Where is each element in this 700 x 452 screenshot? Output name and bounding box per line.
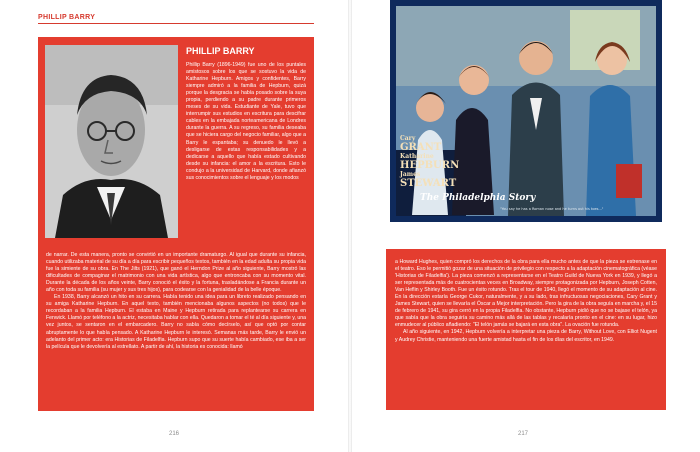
poster-credit: HEPBURN <box>400 160 460 171</box>
paragraph: Al año siguiente, en 1942, Hepburn volvería a interpretar una pieza de Barry, Without Love, con Elliot Nugent y Audrey Christie, manteniendo una fuerte amistad hasta el fin de los días del escritor, en 1949. <box>395 329 657 343</box>
poster-credit: GRANT <box>400 142 442 153</box>
poster-credit: Cary <box>400 135 416 142</box>
page-number: 217 <box>518 431 529 437</box>
film-lobby-card <box>390 0 662 222</box>
paragraph: a Howard Hughes, quien compró los derechos de la obra para ella mucho antes de que la pieza se estrenase en el teatro. Eso le permitió gozar de una situación de privilegio con respecto a la adaptación cinematográfica (véase 'Historias de Filadelfia'). La pieza comenzó a representarse en el Teatro Guild de Nueva York en 1939, y llegó a ser representada más de cuatrocientas veces en Broadway, siempre protagonizada por Hepburn, Joseph Cotten, Van Heflin y Shirley Booth. Fue un éxito rotundo. Tras el tour de 1940, llegó el momento de su adaptación al cine. En la dirección estaría George Cukor, naturalmente, y a su lado, tras infructuosas negociaciones, Cary Grant y James Stewart, quien se llevaría el Óscar a Mejor interpretación. Pero la gira de la obra seguía en marcha y, el 15 de febrero de 1941, su gira cerró en la propia Filadelfia. No obstante, Hepburn pidió que no se bajase el telón, ya que sabía que la obra seguiría su camino más allá de las tablas y recalaría pronto en el cine: en su lugar, hizo enmudecer al público añadiendo: "El telón jamás se bajará en esta obra". La ovación fue rotunda. <box>395 259 658 329</box>
biography-box <box>38 37 314 411</box>
poster-credit: STEWART <box>400 178 457 189</box>
poster-caption: "You say he has a Roman nose and he turns out his toes..." <box>500 207 604 211</box>
page-number: 216 <box>169 431 180 437</box>
left-page <box>0 0 348 452</box>
paragraph: de narrar. De esta manera, pronto se convirtió en un importante dramaturgo. Al igual que durante su infancia, cuando utilizaba material de su día a día para escribir pequeños textos, también en la edad adulta su propia vida fue la simiente de su obra. En The Jilts (1921), que ganó el Herndon Prize al año siguiente, Barry mostró las dificultades de compaginar el matrimonio con una vida artística, algo que entroncaba con su momento vital. Durante la década de los años veinte, Barry conoció el éxito y la fortuna, trasladándose a Francia durante un año con toda su familia (su mujer y sus tres hijos), para codearse con la genialidad de la belle époque. <box>46 252 306 294</box>
poster-credit: Katharine <box>400 153 434 160</box>
running-head-rule <box>38 23 314 24</box>
paragraph: En 1938, Barry alcanzó un hito en su carrera. Había tenido una idea para un libreto realizado pensando en su amiga Katharine Hepburn. En aquel texto, también mencionaba algunos aspectos (no todos) que le recordaban a la familia Hepburn. El estaba en Maine y Hepburn retirada para replantearse su carrera en Fenwick. Llamó por teléfono a la actriz, necesitaba hablar con ella. Quedaron a tomar el té al día siguiente y, una vez juntos, se sentaron en el embarcadero. Barry no sabía cómo decírselo, así que optó por contar abruptamente lo que había pensado. A Katharine Hepburn le interesó. Semanas más tarde, Barry le envió un adelanto del primer acto: era Historias de Filadelfia. Hepburn supo que su suerte había cambiado, ese iba a ser la película que le devolvería al estrellato. A partir de ahí, la historia es conocida: llamó <box>46 294 306 350</box>
portrait-photo <box>45 45 178 238</box>
running-head: PHILLIP BARRY <box>38 14 96 21</box>
poster-credit: James <box>400 171 421 178</box>
continuation-box <box>386 249 666 410</box>
biography-full-text <box>46 252 306 351</box>
box-title: PHILLIP BARRY <box>186 46 255 56</box>
biography-column-text: Phillip Barry (1896-1949) fue uno de los puntales amistosos sobre los que se sostuvo la vida de Katharine Hepburn. Amigos y confidentes, Barry siempre admiró a la familia de Hepburn, quizá porque la desgracia se había posado sobre la suya propia, perdiendo a su padre durante primeros meses de su vida. Estudiante de Yale, tuvo que interrumpir sus estudios en escritura para descifrar cables en la embajada norteamericana de Londres durante la guerra. A su regreso, su familia deseaba que se hiciera cargo del negocio familiar, algo que a Barry le espantaba; su denuedo le llevó a desligarse de estas responsabilidades y a dedicarse a aquello que había estado cultivando desde su infancia: el amor a la escritura. Esto le condujo a la universidad de Harvard, donde afianzó sus conocimientos sobre el lenguaje y los modos <box>186 62 306 181</box>
continuation-text <box>395 259 657 344</box>
poster-title: The Philadelphia Story <box>420 193 536 203</box>
